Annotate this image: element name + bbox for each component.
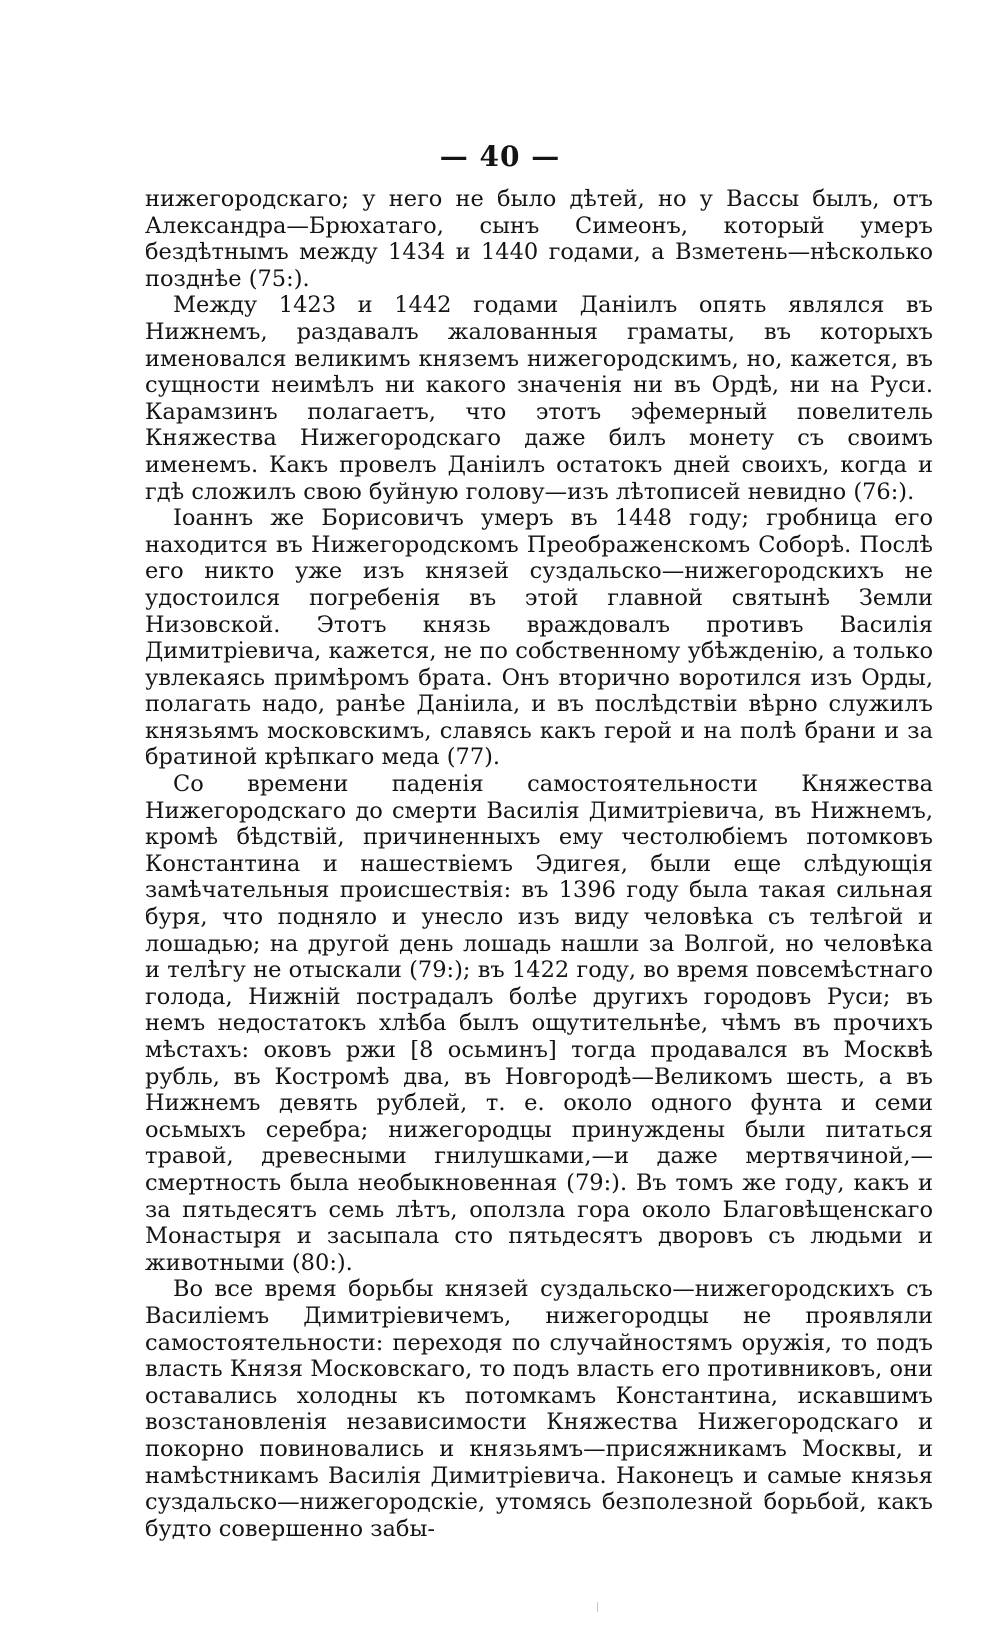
paragraph-1: нижегородскаго; у него не было дѣтей, но у Вассы былъ, отъ Александра—Брюхатаго, сынъ Симеонъ, который умеръ бездѣтнымъ между 1434 и 1440 годами, а Взметень—нѣсколько позднѣе (75:). <box>145 186 933 292</box>
paragraph-5: Во все время борьбы князей суздальско—нижегородскихъ съ Василіемъ Димитріевичемъ, нижегородцы не проявляли самостоятельности: переходя по случайностямъ оружія, то подъ власть Князя Московскаго, то подъ власть его противниковъ, они оставались холодны къ потомкамъ Константина, искавшимъ возстановленія независимости Княжества Нижегородскаго и покорно повиновались и князьямъ—присяжникамъ Москвы, и намѣстникамъ Василія Димитріевича. Наконецъ и самые князья суздальско—нижегородскіе, утомясь безполезной борьбой, какъ будто совершенно забы- <box>145 1276 933 1542</box>
page-number: — 40 — <box>439 140 561 173</box>
page-body <box>145 186 933 1542</box>
scan-artifact-mark <box>597 1602 598 1612</box>
paragraph-3: Іоаннъ же Борисовичъ умеръ въ 1448 году; гробница его находится въ Нижегородскомъ Преображенскомъ Соборѣ. Послѣ его никто уже изъ князей суздальско—нижегородскихъ не удостоился погребенія въ этой главной святынѣ Земли Низовской. Этотъ князь враждовалъ противъ Василія Димитріевича, кажется, не по собственному убѣжденію, а только увлекаясь примѣромъ брата. Онъ вторично воротился изъ Орды, полагать надо, ранѣе Даніила, и въ послѣдствіи вѣрно служилъ князьямъ московскимъ, славясь какъ герой и на полѣ брани и за братиной крѣпкаго меда (77). <box>145 505 933 771</box>
paragraph-2: Между 1423 и 1442 годами Даніилъ опять являлся въ Нижнемъ, раздавалъ жалованныя граматы, въ которыхъ именовался великимъ княземъ нижегородскимъ, но, кажется, въ сущности неимѣлъ ни какого значенія ни въ Ордѣ, ни на Руси. Карамзинъ полагаетъ, что этотъ эфемерный повелитель Княжества Нижегородскаго даже билъ монету съ своимъ именемъ. Какъ провелъ Даніилъ остатокъ дней своихъ, когда и гдѣ сложилъ свою буйную голову—изъ лѣтописей невидно (76:). <box>145 292 933 505</box>
paragraph-4: Со времени паденія самостоятельности Княжества Нижегородскаго до смерти Василія Димитріевича, въ Нижнемъ, кромѣ бѣдствій, причиненныхъ ему честолюбіемъ потомковъ Константина и нашествіемъ Эдигея, были еще слѣдующія замѣчательныя происшествія: въ 1396 году была такая сильная буря, что подняло и унесло изъ виду человѣка съ телѣгой и лошадью; на другой день лошадь нашли за Волгой, но человѣка и телѣгу не отыскали (79:); въ 1422 году, во время повсемѣстнаго голода, Нижній пострадалъ болѣе другихъ городовъ Руси; въ немъ недостатокъ хлѣба былъ ощутительнѣе, чѣмъ въ прочихъ мѣстахъ: оковъ ржи [8 осьминъ] тогда продавался въ Москвѣ рубль, въ Костромѣ два, въ Новгородѣ—Великомъ шесть, а въ Нижнемъ девять рублей, т. е. около одного фунта и семи осьмыхъ серебра; нижегородцы принуждены были питаться травой, древесными гнилушками,—и даже мертвячиной,—смертность была необыкновенная (79:). Въ томъ же году, какъ и за пятьдесятъ семь лѣтъ, оползла гора около Благовѣщенскаго Монастыря и засыпала сто пятьдесятъ дворовъ съ людьми и животными (80:). <box>145 771 933 1276</box>
